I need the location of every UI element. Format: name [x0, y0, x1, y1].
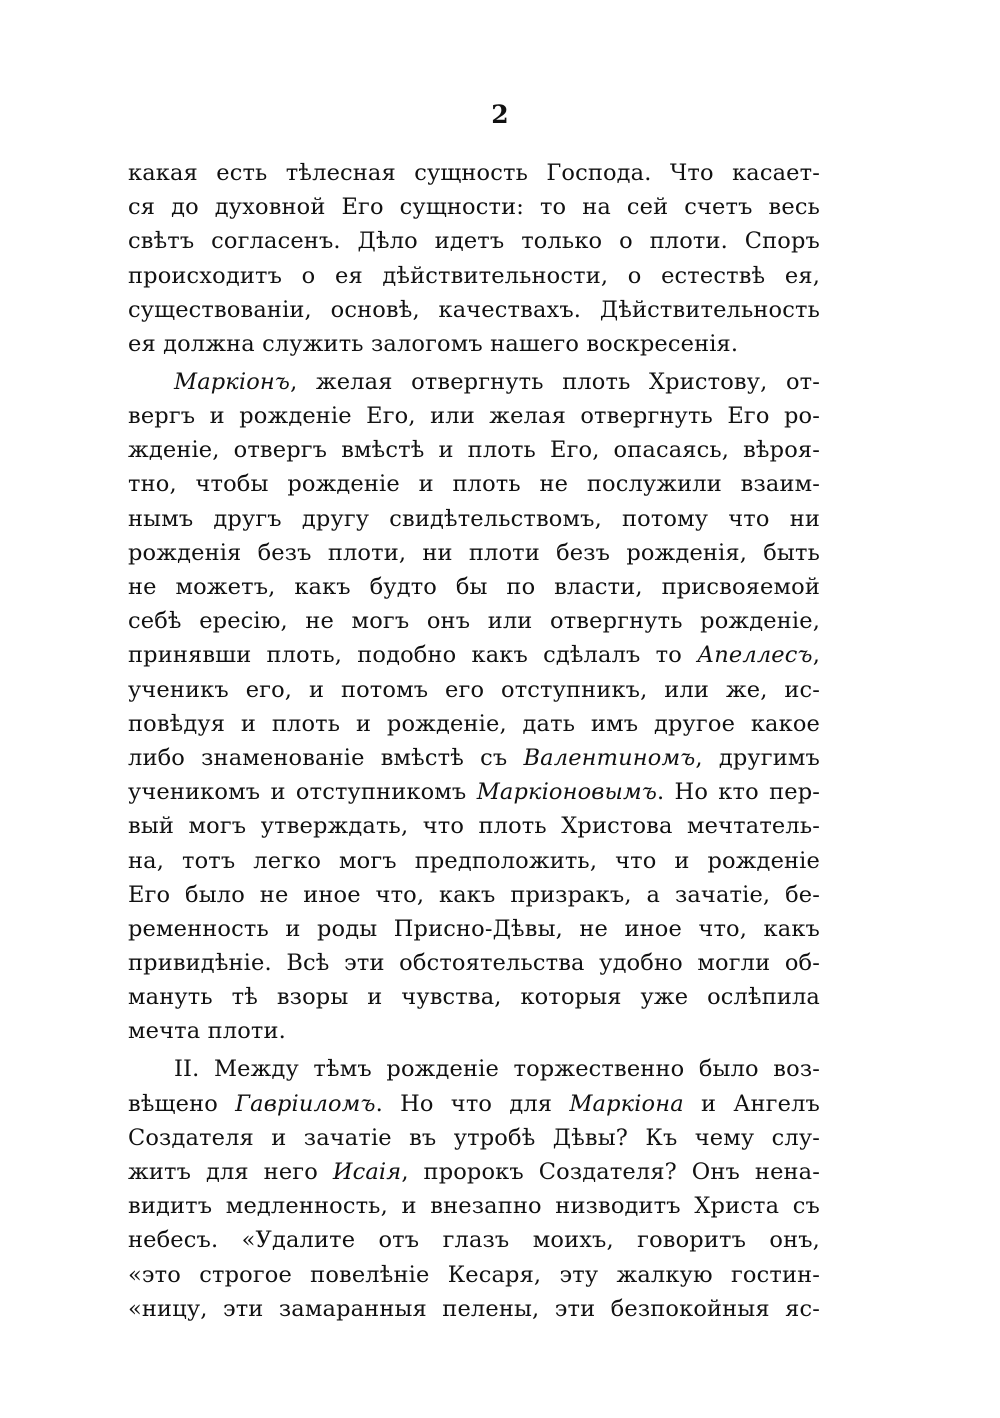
text-line: [128, 1121, 820, 1155]
italic-name: Маркіонъ: [174, 368, 291, 395]
text-line: [128, 946, 820, 980]
text-run: какая есть тѣлесная сущность Господа. Что касает-: [128, 160, 820, 186]
text-run: небесъ. «Удалите отъ глазъ моихъ, говоритъ онъ,: [128, 1227, 820, 1254]
text-line: [128, 259, 820, 293]
italic-name: Гавріиломъ: [235, 1090, 376, 1117]
text-run: привидѣніе. Всѣ эти обстоятельства удобно могли об-: [128, 950, 820, 977]
paragraph: [128, 156, 820, 361]
text-run: Его было не иное что, какъ призракъ, а зачатіе, бе-: [128, 881, 820, 908]
body-text: [128, 156, 820, 1326]
text-run: тно, чтобы рожденіе и плоть не послужили взаим-: [128, 471, 820, 498]
text-line: [128, 1189, 820, 1223]
text-run: жденіе, отвергъ вмѣстѣ и плоть Его, опасаясь, вѣроя-: [128, 437, 820, 464]
text-run: вергъ и рожденіе Его, или желая отвергнуть Его ро-: [128, 403, 820, 430]
italic-name: Маркіоновымъ: [476, 779, 657, 806]
paragraph: [128, 1052, 820, 1326]
text-run: существованіи, основѣ, качествахъ. Дѣйствительность: [128, 296, 820, 323]
text-line: [128, 1292, 820, 1326]
italic-name: Исаія: [332, 1159, 402, 1186]
text-run: , другимъ: [695, 744, 820, 771]
text-run: , желая отвергнуть плоть Христову, от-: [290, 368, 820, 395]
text-run: ученикъ его, и потомъ его отступникъ, или же, ис-: [128, 676, 820, 703]
text-line: [128, 980, 820, 1014]
paragraph: [128, 365, 820, 1049]
text-line: [128, 707, 820, 741]
text-line: [128, 809, 820, 843]
text-run: «ницу, эти замаранныя пелены, эти безпокойныя яс-: [128, 1295, 820, 1322]
text-run: II. Между тѣмъ рожденіе торжественно было воз-: [174, 1056, 820, 1083]
text-run: себѣ ересію, не могъ онъ или отвергнуть рожденіе,: [128, 608, 820, 635]
text-run: . Но кто пер-: [656, 779, 820, 806]
text-run: повѣдуя и плоть и рожденіе, дать имъ другое какое: [128, 710, 820, 737]
text-line: [128, 224, 820, 258]
text-line: [128, 1087, 820, 1121]
text-run: «это строгое повелѣніе Кесаря, эту жалкую гостин-: [128, 1261, 820, 1288]
text-run: вый могъ утверждать, что плоть Христова мечтатель-: [128, 813, 820, 840]
text-run: принявши плоть, подобно какъ сдѣлалъ то: [128, 642, 698, 669]
text-run: житъ для него: [128, 1159, 333, 1186]
text-run: видитъ медленность, и внезапно низводитъ Христа съ: [128, 1193, 820, 1220]
text-line: [128, 844, 820, 878]
italic-name: Апеллесъ: [697, 642, 813, 669]
text-run: свѣтъ согласенъ. Дѣло идетъ только о плоти. Споръ: [128, 228, 820, 255]
text-line: [128, 741, 820, 775]
text-line: [128, 1052, 820, 1086]
text-line: [128, 604, 820, 638]
text-line: [128, 190, 820, 224]
text-run: ея должна служить залогомъ нашего воскресенія.: [128, 330, 739, 357]
text-run: и Ангелъ: [683, 1090, 820, 1117]
text-line: [128, 912, 820, 946]
text-line: [128, 433, 820, 467]
text-line: [128, 1223, 820, 1257]
text-run: мечта плоти.: [128, 1018, 286, 1045]
text-line: [128, 502, 820, 536]
text-run: нымъ другъ другу свидѣтельствомъ, потому что ни: [128, 505, 820, 532]
text-line: [128, 775, 820, 809]
italic-name: Маркіона: [569, 1090, 684, 1117]
text-line: [128, 1014, 820, 1048]
text-line: [128, 399, 820, 433]
text-run: . Но что для: [375, 1090, 570, 1117]
text-line: [128, 327, 820, 361]
text-run: происходитъ о ея дѣйствительности, о естествѣ ея,: [128, 262, 820, 289]
text-line: [128, 638, 820, 672]
text-line: [128, 156, 820, 190]
text-line: [128, 570, 820, 604]
text-line: [128, 293, 820, 327]
text-run: ременность и роды Присно-Дѣвы, не иное что, какъ: [128, 915, 820, 942]
text-run: либо знаменованіе вмѣстѣ съ: [128, 744, 524, 771]
text-run: мануть тѣ взоры и чувства, которыя уже ослѣпила: [128, 984, 820, 1011]
text-line: [128, 536, 820, 570]
text-run: не можетъ, какъ будто бы по власти, присвояемой: [128, 574, 820, 601]
italic-name: Валентиномъ: [523, 744, 696, 771]
text-line: [128, 467, 820, 501]
text-line: [128, 878, 820, 912]
text-line: [128, 1155, 820, 1189]
text-run: вѣщено: [128, 1090, 236, 1117]
text-run: ,: [812, 642, 820, 669]
text-run: , пророкъ Создателя? Онъ нена-: [401, 1159, 820, 1186]
text-line: [128, 1258, 820, 1292]
text-run: ученикомъ и отступникомъ: [128, 779, 477, 806]
text-run: Создателя и зачатіе въ утробѣ Дѣвы? Къ чему слу-: [128, 1124, 820, 1151]
text-run: на, тотъ легко могъ предположить, что и рожденіе: [128, 847, 820, 874]
text-run: ся до духовной Его сущности: то на сей счетъ весь: [128, 194, 820, 221]
text-line: [128, 365, 820, 399]
page-number: 2: [491, 100, 509, 129]
text-run: рожденія безъ плоти, ни плоти безъ рожденія, быть: [128, 539, 820, 566]
text-line: [128, 673, 820, 707]
